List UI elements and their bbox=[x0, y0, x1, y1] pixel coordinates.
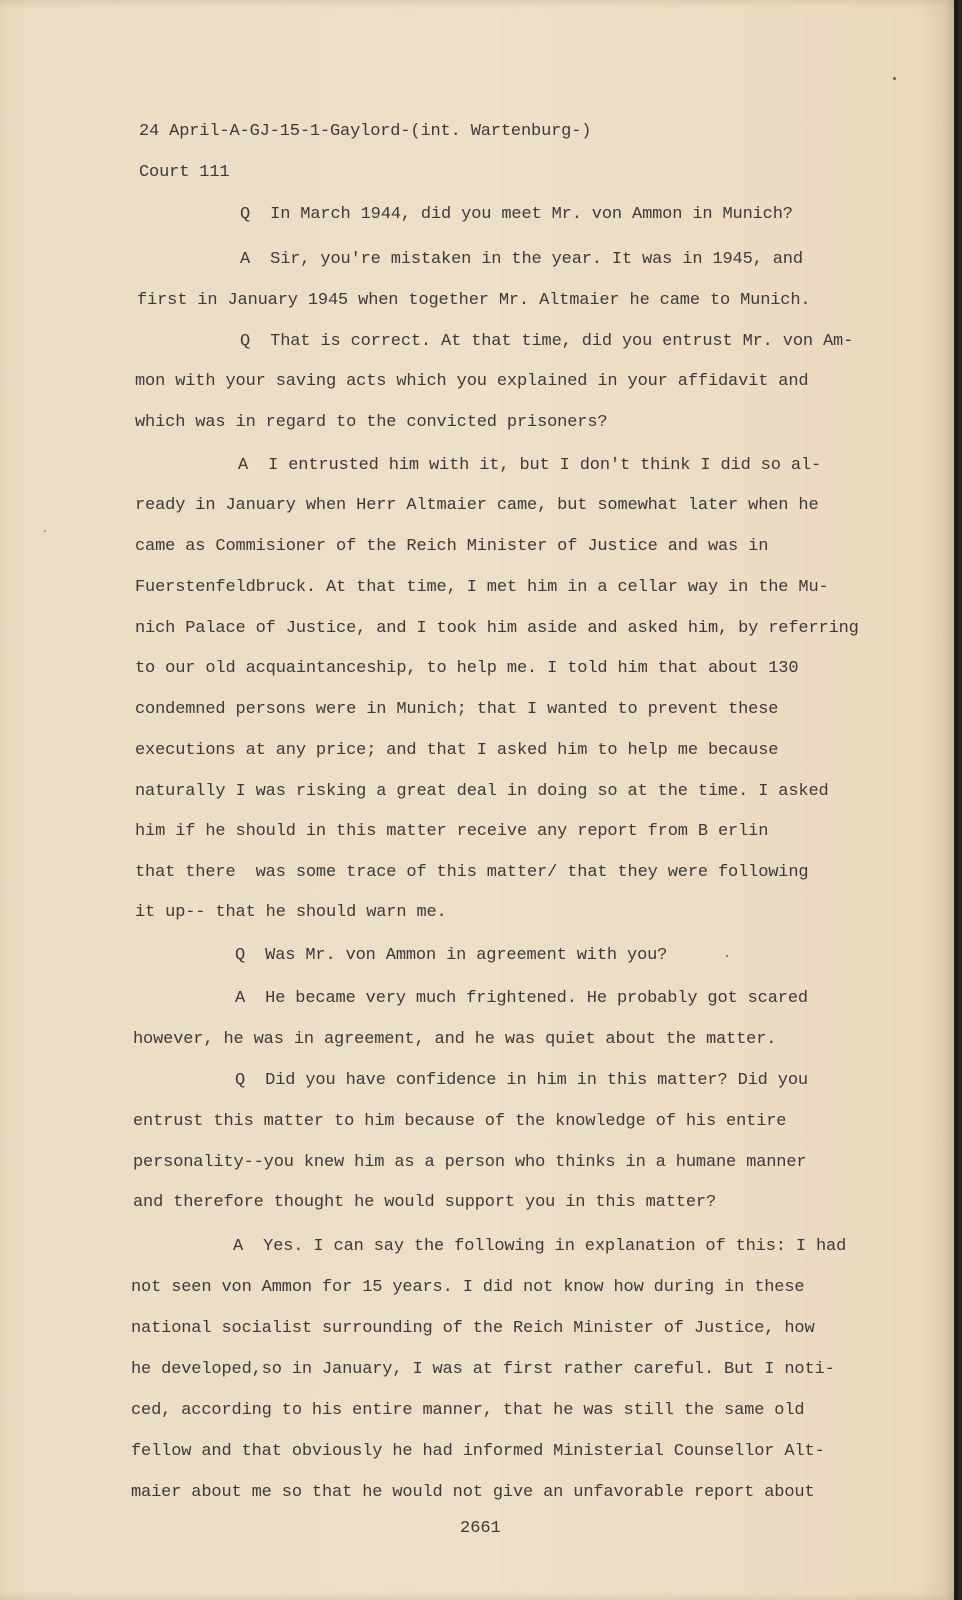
text-line: naturally I was risking a great deal in doing so at the time. I asked bbox=[135, 782, 829, 801]
page-edge bbox=[954, 0, 958, 1600]
text-line: Q Was Mr. von Ammon in agreement with you? bbox=[235, 946, 668, 965]
paper-speck bbox=[893, 77, 896, 80]
text-line: which was in regard to the convicted prisoners? bbox=[135, 413, 608, 432]
text-line: Q In March 1944, did you meet Mr. von Ammon in Munich? bbox=[240, 205, 793, 224]
text-line: personality--you knew him as a person who thinks in a humane manner bbox=[133, 1153, 807, 1172]
text-line: mon with your saving acts which you explained in your affidavit and bbox=[135, 372, 809, 391]
page-number: 2661 bbox=[460, 1519, 501, 1538]
text-line: A Sir, you're mistaken in the year. It was in 1945, and bbox=[240, 250, 803, 269]
text-line: however, he was in agreement, and he was quiet about the matter. bbox=[133, 1030, 777, 1049]
text-line: him if he should in this matter receive any report from B erlin bbox=[135, 822, 769, 841]
text-line: he developed,so in January, I was at first rather careful. But I noti- bbox=[131, 1360, 835, 1379]
text-line: nich Palace of Justice, and I took him aside and asked him, by referring bbox=[135, 619, 859, 638]
document-header: 24 April-A-GJ-15-1-Gaylord-(int. Wartenburg-) bbox=[139, 122, 592, 141]
text-line: ready in January when Herr Altmaier came, but somewhat later when he bbox=[135, 496, 819, 515]
text-line: fellow and that obviously he had informed Ministerial Counsellor Alt- bbox=[131, 1442, 825, 1461]
text-line: and therefore thought he would support you in this matter? bbox=[133, 1193, 716, 1212]
text-line: Fuerstenfeldbruck. At that time, I met him in a cellar way in the Mu- bbox=[135, 578, 829, 597]
text-line: it up-- that he should warn me. bbox=[135, 903, 447, 922]
text-line: first in January 1945 when together Mr. Altmaier he came to Munich. bbox=[137, 291, 811, 310]
paper-speck bbox=[726, 955, 728, 957]
text-line: Q Did you have confidence in him in this matter? Did you bbox=[235, 1071, 808, 1090]
text-line: to our old acquaintanceship, to help me. I told him that about 130 bbox=[135, 659, 799, 678]
court-label: Court 111 bbox=[139, 163, 230, 182]
paper-speck bbox=[44, 530, 46, 532]
text-line: executions at any price; and that I asked him to help me because bbox=[135, 741, 779, 760]
text-line: entrust this matter to him because of the knowledge of his entire bbox=[133, 1112, 787, 1131]
text-line: that there was some trace of this matter/ that they were following bbox=[135, 863, 809, 882]
text-line: A Yes. I can say the following in explanation of this: I had bbox=[233, 1237, 847, 1256]
text-line: condemned persons were in Munich; that I wanted to prevent these bbox=[135, 700, 779, 719]
text-line: national socialist surrounding of the Reich Minister of Justice, how bbox=[131, 1319, 815, 1338]
text-line: not seen von Ammon for 15 years. I did not know how during in these bbox=[131, 1278, 805, 1297]
text-line: A He became very much frightened. He probably got scared bbox=[235, 989, 808, 1008]
text-line: maier about me so that he would not give an unfavorable report about bbox=[131, 1483, 815, 1502]
text-line: Q That is correct. At that time, did you entrust Mr. von Am- bbox=[240, 332, 854, 351]
text-line: ced, according to his entire manner, that he was still the same old bbox=[131, 1401, 805, 1420]
text-line: came as Commisioner of the Reich Minister of Justice and was in bbox=[135, 537, 769, 556]
text-line: A I entrusted him with it, but I don't think I did so al- bbox=[238, 456, 821, 475]
